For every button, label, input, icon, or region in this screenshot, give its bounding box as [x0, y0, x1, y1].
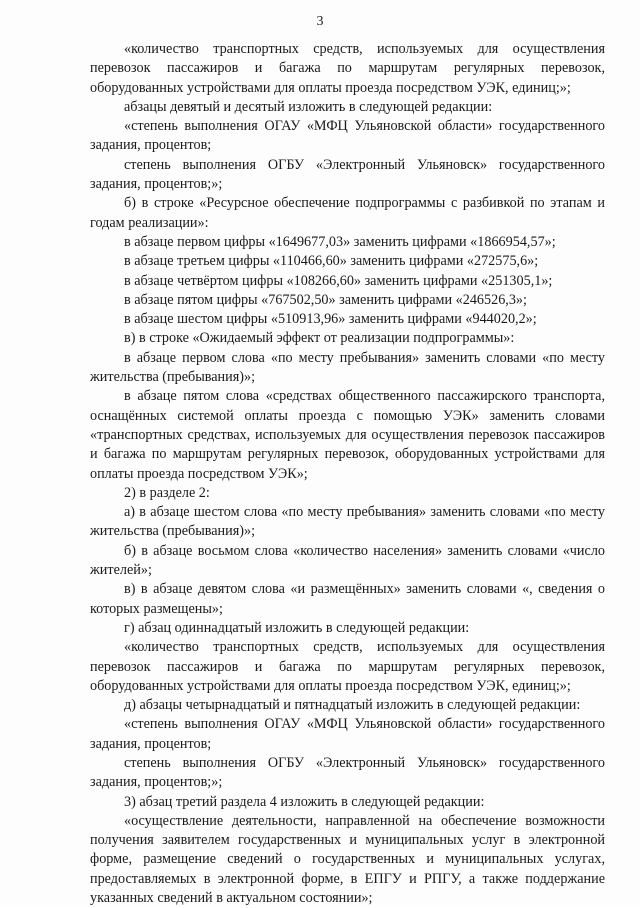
- paragraph-13: в абзаце пятом слова «средствах общественного пассажирского транспорта, оснащённых системой оплаты проезда с помощью УЭК» заменить словами «транспортных средствах, используемых для осуществления перевозок пассажиров и багажа по маршрутам регулярных перевозок, оборудованных устройствами для оплаты проезда посредством УЭК»;: [90, 388, 605, 482]
- page-number: 3: [316, 14, 324, 29]
- paragraph-2: абзацы девятый и десятый изложить в следующей редакции:: [124, 98, 493, 115]
- paragraph-7: в абзаце третьем цифры «110466,60» заменить цифрами «272575,6»;: [124, 253, 539, 270]
- paragraph-9: в абзаце пятом цифры «767502,50» заменить цифрами «246526,3»;: [124, 291, 527, 308]
- document-body: [90, 40, 605, 908]
- paragraph-4: степень выполнения ОГБУ «Электронный Ульяновск» государственного задания, процентов;»;: [90, 156, 605, 193]
- paragraph-18: г) абзац одиннадцатый изложить в следующей редакции:: [124, 619, 470, 636]
- paragraph-8: в абзаце четвёртом цифры «108266,60» заменить цифрами «251305,1»;: [124, 272, 553, 289]
- paragraph-20: д) абзацы четырнадцатый и пятнадцатый изложить в следующей редакции:: [124, 697, 581, 714]
- paragraph-6: в абзаце первом цифры «1649677,03» заменить цифрами «1866954,57»;: [124, 233, 556, 250]
- paragraph-1: «количество транспортных средств, используемых для осуществления перевозок пассажиров и багажа по маршрутам регулярных перевозок, оборудованных устройствами для оплаты проезда посредством УЭК, единиц;»;: [90, 41, 605, 96]
- paragraph-22: степень выполнения ОГБУ «Электронный Ульяновск» государственного задания, процентов;»;: [90, 754, 605, 791]
- paragraph-14: 2) в разделе 2:: [124, 484, 210, 501]
- paragraph-23: 3) абзац третий раздела 4 изложить в следующей редакции:: [124, 793, 485, 810]
- paragraph-17: в) в абзаце девятом слова «и размещённых» заменить словами «, сведения о которых размещены»;: [90, 581, 605, 617]
- paragraph-10: в абзаце шестом цифры «510913,96» заменить цифрами «944020,2»;: [124, 311, 537, 328]
- paragraph-19: «количество транспортных средств, используемых для осуществления перевозок пассажиров и багажа по маршрутам регулярных перевозок, оборудованных устройствами для оплаты проезда посредством УЭК, единиц;»;: [90, 639, 605, 694]
- paragraph-21: «степень выполнения ОГАУ «МФЦ Ульяновской области» государственного задания, процентов;: [90, 716, 605, 752]
- paragraph-3: «степень выполнения ОГАУ «МФЦ Ульяновской области» государственного задания, процентов;: [90, 118, 605, 154]
- paragraph-24: «осуществление деятельности, направленной на обеспечение возможности получения заявителем государственных и муниципальных услуг в электронной форме, размещение сведений о государственных и муниципальных услугах, предоставляемых в электронной форме, в ЕПГУ и РПГУ, а также поддержание указанных сведений в актуальном состоянии»;: [90, 812, 605, 907]
- paragraph-5: б) в строке «Ресурсное обеспечение подпрограммы с разбивкой по этапам и годам реализации»:: [90, 195, 605, 231]
- paragraph-16: б) в абзаце восьмом слова «количество населения» заменить словами «число жителей»;: [90, 542, 605, 579]
- paragraph-12: в абзаце первом слова «по месту пребывания» заменить словами «по месту жительства (пребывания)»;: [90, 349, 605, 386]
- paragraph-11: в) в строке «Ожидаемый эффект от реализации подпрограммы»:: [124, 330, 515, 347]
- paragraph-15: а) в абзаце шестом слова «по месту пребывания» заменить словами «по месту жительства (пребывания)»;: [90, 504, 605, 540]
